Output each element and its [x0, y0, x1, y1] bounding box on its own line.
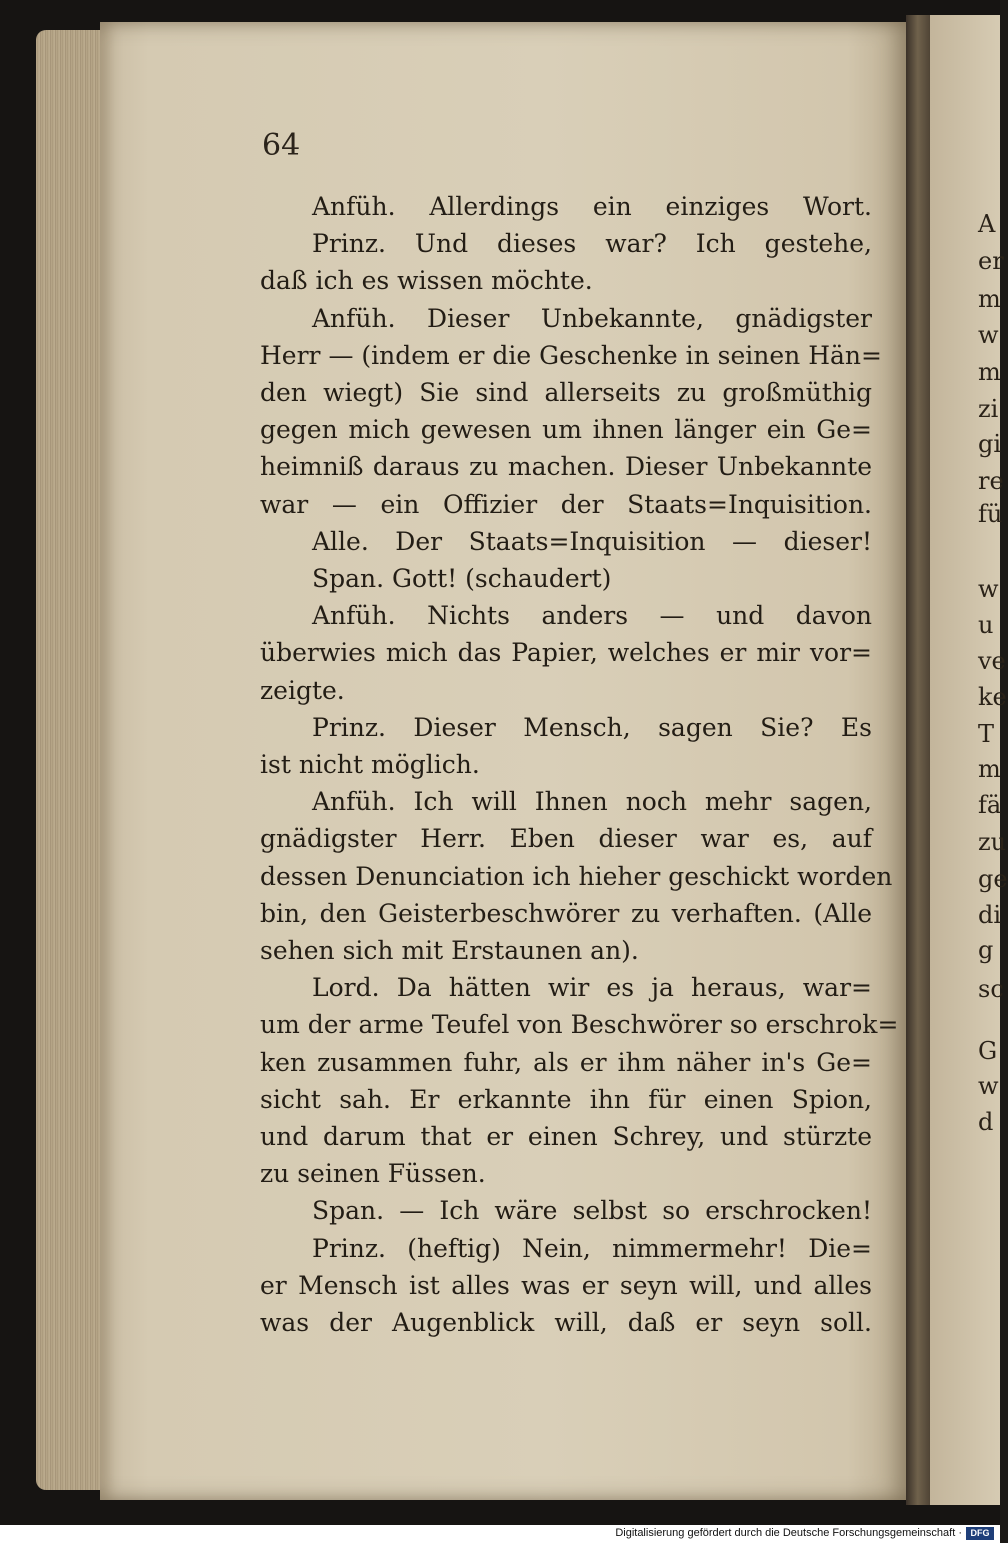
text-line: Prinz. (heftig) Nein, nimmermehr! Die= [312, 1234, 872, 1263]
text-line: den wiegt) Sie sind allerseits zu großmüthig [260, 378, 872, 407]
facing-page-fragment: ke [978, 683, 1007, 711]
text-line: überwies mich das Papier, welches er mir vor= [260, 638, 872, 667]
text-line: sicht sah. Er erkannte ihn für einen Spion, [260, 1085, 872, 1114]
facing-page-fragment: m [978, 285, 1001, 313]
text-line: Alle. Der Staats=Inquisition — dieser! [312, 527, 872, 556]
facing-page-fragment: re [978, 467, 1004, 495]
facing-page-fragment: m [978, 358, 1001, 386]
funding-credit: Digitalisierung gefördert durch die Deutsche Forschungsgemeinschaft · [615, 1527, 962, 1539]
text-line: Anfüh. Allerdings ein einziges Wort. [312, 192, 872, 221]
text-line: dessen Denunciation ich hieher geschickt worden [260, 862, 893, 891]
text-line: bin, den Geisterbeschwörer zu verhaften. (Alle [260, 899, 872, 928]
text-line: er Mensch ist alles was er seyn will, und alles [260, 1271, 872, 1300]
text-line: sehen sich mit Erstaunen an). [260, 936, 639, 965]
facing-page-fragment: fü [978, 500, 1003, 528]
text-line: um der arme Teufel von Beschwörer so erschrok= [260, 1010, 899, 1039]
page-number: 64 [262, 128, 301, 163]
facing-page-fragment: w [978, 575, 999, 603]
text-line: und darum that er einen Schrey, und stürzte [260, 1122, 872, 1151]
text-line: zu seinen Füssen. [260, 1159, 486, 1188]
text-line: war — ein Offizier der Staats=Inquisition. [260, 490, 872, 519]
facing-page-fragment: d [978, 1108, 994, 1136]
facing-page-fragment: gi [978, 430, 1002, 458]
facing-page-fragment: ge [978, 865, 1008, 893]
text-line: Anfüh. Ich will Ihnen noch mehr sagen, [312, 787, 872, 816]
facing-page-fragment: T [978, 720, 995, 748]
facing-page-fragment: er [978, 247, 1004, 275]
facing-page-fragment: w [978, 321, 999, 349]
facing-page-fragment: di [978, 901, 1002, 929]
text-line: Prinz. Und dieses war? Ich gestehe, [312, 229, 872, 258]
facing-page-fragment: G [978, 1037, 998, 1065]
dfg-logo: DFG [966, 1527, 994, 1540]
facing-page-fragment: w [978, 1072, 999, 1100]
facing-page-fragment: fä [978, 791, 1002, 819]
text-line: was der Augenblick will, daß er seyn soll. [260, 1308, 872, 1337]
facing-page-fragment: zi [978, 395, 999, 423]
facing-page-fragment: sc [978, 975, 1004, 1003]
facing-page-fragment: A [978, 210, 996, 238]
facing-page-fragment: m [978, 755, 1001, 783]
text-line: Span. Gott! (schaudert) [312, 564, 612, 593]
text-line: Herr — (indem er die Geschenke in seinen Hän= [260, 341, 882, 370]
book-gutter [906, 15, 932, 1505]
text-line: gegen mich gewesen um ihnen länger ein Ge= [260, 415, 872, 444]
text-line: Prinz. Dieser Mensch, sagen Sie? Es [312, 713, 872, 742]
text-line: ist nicht möglich. [260, 750, 480, 779]
facing-page-fragment: u [978, 611, 994, 639]
text-line: daß ich es wissen möchte. [260, 266, 593, 295]
text-line: zeigte. [260, 676, 345, 705]
text-line: Lord. Da hätten wir es ja heraus, war= [312, 973, 872, 1002]
facing-page-fragment: zu [978, 828, 1007, 856]
text-line: Anfüh. Dieser Unbekannte, gnädigster [312, 304, 872, 333]
facing-page-edge [930, 15, 1008, 1505]
text-line: heimniß daraus zu machen. Dieser Unbekannte [260, 452, 872, 481]
facing-page-fragment: g [978, 936, 994, 964]
text-line: ken zusammen fuhr, als er ihm näher in's Ge= [260, 1048, 872, 1077]
text-line: Span. — Ich wäre selbst so erschrocken! [312, 1196, 872, 1225]
facing-page-fragment: ve [978, 647, 1006, 675]
footer-bar [0, 1525, 1000, 1543]
text-line: gnädigster Herr. Eben dieser war es, auf [260, 824, 872, 853]
text-line: Anfüh. Nichts anders — und davon [312, 601, 872, 630]
